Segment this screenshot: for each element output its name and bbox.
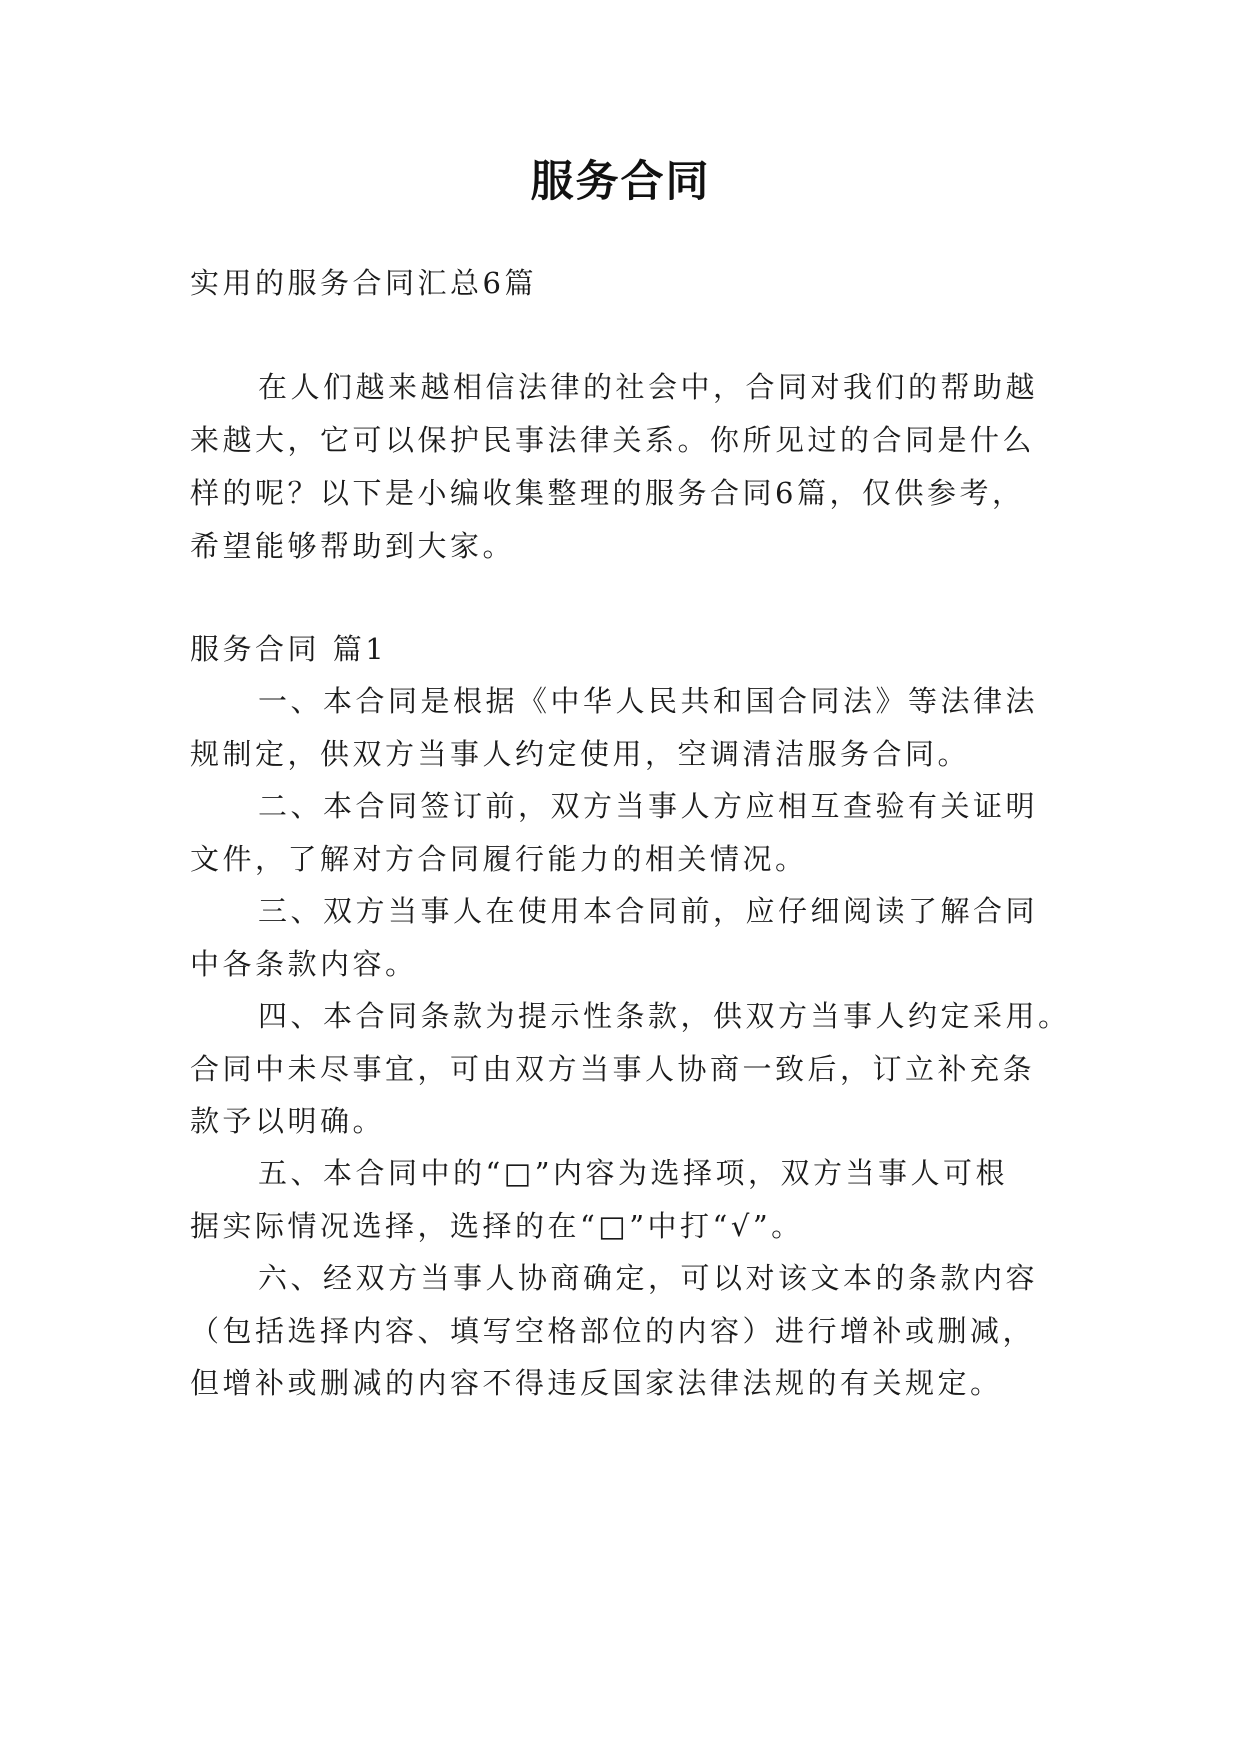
clause-line: 一、本合同是根据《中华人民共和国合同法》等法律法 [258,684,1039,718]
clause-line: 款予以明确。 [190,1104,386,1138]
clause-line: 据实际情况选择，选择的在“□”中打“√”。 [190,1209,804,1243]
clause-line: 六、经双方当事人协商确定，可以对该文本的条款内容 [258,1261,1039,1295]
clause-line: 五、本合同中的“□”内容为选择项，双方当事人可根 [258,1156,1009,1190]
clause-line: 四、本合同条款为提示性条款，供双方当事人约定采用。 [258,999,1071,1033]
document-subtitle: 实用的服务合同汇总6篇 [190,266,537,300]
document-title: 服务合同 [530,157,711,207]
intro-line: 来越大，它可以保护民事法律关系。你所见过的合同是什么 [190,423,1036,457]
clause-line: （包括选择内容、填写空格部位的内容）进行增补或删减， [190,1314,1036,1348]
clause-line: 合同中未尽事宜，可由双方当事人协商一致后，订立补充条 [190,1052,1036,1086]
clause-line: 但增补或删减的内容不得违反国家法律法规的有关规定。 [190,1366,1003,1400]
clause-line: 中各条款内容。 [190,947,418,981]
section-heading: 服务合同 篇1 [190,632,388,666]
intro-line: 希望能够帮助到大家。 [190,529,516,563]
clause-line: 文件，了解对方合同履行能力的相关情况。 [190,842,808,876]
intro-line: 样的呢？以下是小编收集整理的服务合同6篇，仅供参考， [190,476,1025,510]
clause-line: 二、本合同签订前，双方当事人方应相互查验有关证明 [258,789,1039,823]
clause-line: 规制定，供双方当事人约定使用，空调清洁服务合同。 [190,737,971,771]
clause-line: 三、双方当事人在使用本合同前，应仔细阅读了解合同 [258,894,1039,928]
intro-line: 在人们越来越相信法律的社会中，合同对我们的帮助越 [258,370,1039,404]
